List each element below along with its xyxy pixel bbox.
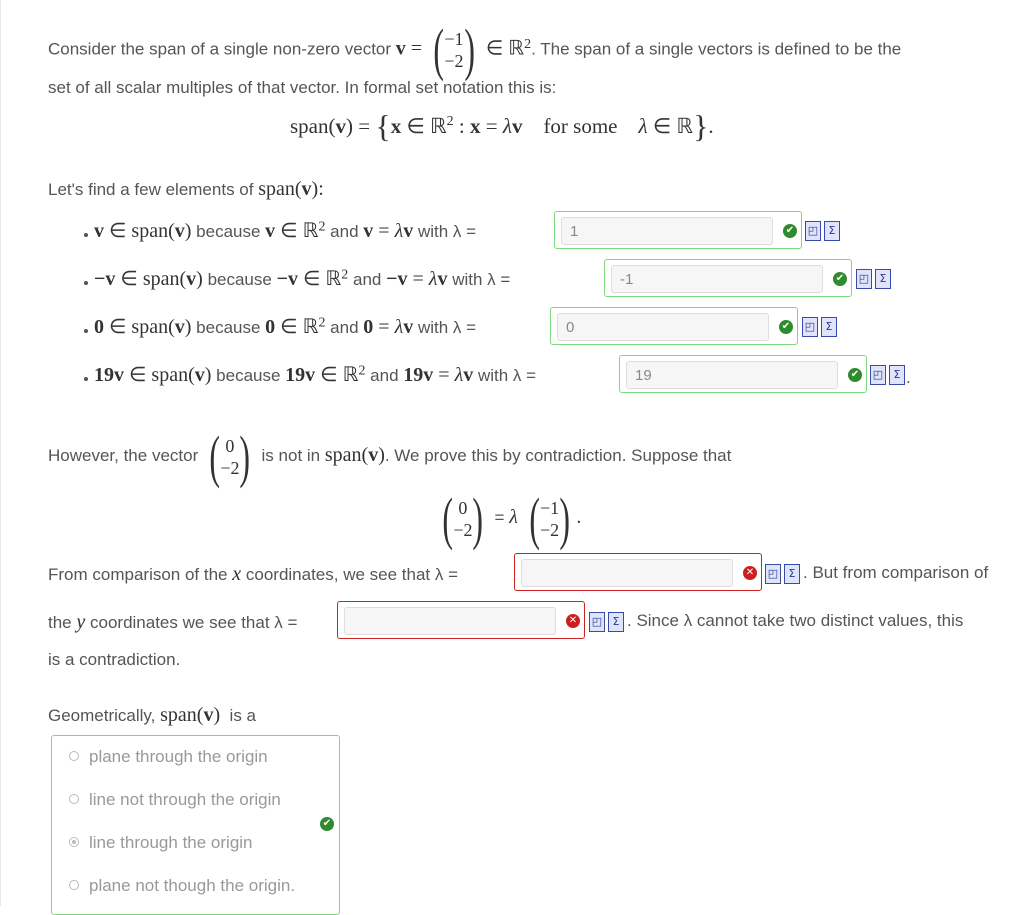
x-lambda-answer-box bbox=[514, 553, 762, 591]
bullet bbox=[84, 233, 88, 237]
check-icon: ✔ bbox=[783, 224, 797, 238]
span-definition: span(v) = {x ∈ ℝ$^2$ : x = λv for some λ ∈ ℝ}. bbox=[290, 108, 714, 144]
check-icon: ✔ bbox=[320, 817, 334, 831]
choice-line-not-through-origin[interactable]: line not through the origin bbox=[69, 790, 281, 810]
x-comparison-tail: . But from comparison of bbox=[803, 563, 989, 582]
lambda-answer-box-2 bbox=[604, 259, 852, 297]
bullet bbox=[84, 377, 88, 381]
preview-icon[interactable]: ◰ bbox=[805, 221, 821, 241]
intro-line-1: Consider the span of a single non-zero vector v = ( −1 −2 ) ∈ ℝ$^2$. The span of a single vectors is defined to be the bbox=[48, 17, 902, 83]
bullet bbox=[84, 281, 88, 285]
x-lambda-input[interactable] bbox=[521, 559, 733, 587]
formula-icon[interactable]: Σ bbox=[889, 365, 905, 385]
radio-button-selected[interactable] bbox=[69, 837, 79, 847]
y-lambda-input[interactable] bbox=[344, 607, 556, 635]
element-row-4: 19v ∈ span(v) because 19v ∈ ℝ$^2$ and 19v = λv with λ = bbox=[94, 363, 537, 386]
period: . bbox=[906, 368, 911, 387]
equation: ( 0 −2 ) = λ ( −1 −2 ) . bbox=[442, 486, 582, 552]
error-icon: ✕ bbox=[743, 566, 757, 580]
lambda-input-3[interactable] bbox=[557, 313, 769, 341]
contradiction-end: is a contradiction. bbox=[48, 650, 181, 669]
element-row-2: −v ∈ span(v) because −v ∈ ℝ$^2$ and −v = λv with λ = bbox=[94, 267, 511, 290]
element-row-3: 0 ∈ span(v) because 0 ∈ ℝ$^2$ and 0 = λv with λ = bbox=[94, 315, 477, 338]
geometry-choices bbox=[51, 735, 340, 915]
page-border bbox=[0, 0, 1, 906]
lambda-input-1[interactable] bbox=[561, 217, 773, 245]
intro-line-2: set of all scalar multiples of that vector. In formal set notation this is: bbox=[48, 78, 557, 97]
vector-v: ( −1 −2 ) bbox=[433, 17, 475, 83]
y-lambda-answer-box bbox=[337, 601, 585, 639]
preview-icon[interactable]: ◰ bbox=[765, 564, 781, 584]
radio-button[interactable] bbox=[69, 794, 79, 804]
element-row-1: v ∈ span(v) because v ∈ ℝ$^2$ and v = λv with λ = bbox=[94, 219, 477, 242]
check-icon: ✔ bbox=[848, 368, 862, 382]
lead-in: Let's find a few elements of span(v): bbox=[48, 178, 324, 200]
intro-text-a: Consider the span of a single non-zero vector bbox=[48, 39, 392, 59]
preview-icon[interactable]: ◰ bbox=[802, 317, 818, 337]
choice-plane-through-origin[interactable]: plane through the origin bbox=[69, 747, 268, 767]
x-comparison-text: From comparison of the x coordinates, we see that λ = bbox=[48, 563, 459, 585]
formula-icon[interactable]: Σ bbox=[821, 317, 837, 337]
intro-text-b: . The span of a single vectors is defined to be the bbox=[531, 39, 902, 59]
y-comparison-text: the y coordinates we see that λ = bbox=[48, 611, 298, 633]
choice-line-through-origin[interactable]: line through the origin bbox=[69, 833, 253, 853]
vector-w: ( 0 −2 ) bbox=[209, 424, 251, 490]
bullet bbox=[84, 329, 88, 333]
lambda-answer-box-1 bbox=[554, 211, 802, 249]
preview-icon[interactable]: ◰ bbox=[870, 365, 886, 385]
lambda-answer-box-3 bbox=[550, 307, 798, 345]
lambda-input-2[interactable] bbox=[611, 265, 823, 293]
choice-plane-not-through-origin[interactable]: plane not though the origin. bbox=[69, 876, 295, 896]
lambda-answer-box-4 bbox=[619, 355, 867, 393]
radio-button[interactable] bbox=[69, 751, 79, 761]
formula-icon[interactable]: Σ bbox=[824, 221, 840, 241]
formula-icon[interactable]: Σ bbox=[784, 564, 800, 584]
formula-icon[interactable]: Σ bbox=[608, 612, 624, 632]
formula-icon[interactable]: Σ bbox=[875, 269, 891, 289]
y-comparison-tail: . Since λ cannot take two distinct values, this bbox=[627, 611, 964, 630]
check-icon: ✔ bbox=[833, 272, 847, 286]
preview-icon[interactable]: ◰ bbox=[856, 269, 872, 289]
preview-icon[interactable]: ◰ bbox=[589, 612, 605, 632]
geometry-prompt: Geometrically, span(v) is a bbox=[48, 704, 257, 726]
error-icon: ✕ bbox=[566, 614, 580, 628]
check-icon: ✔ bbox=[779, 320, 793, 334]
however-line: However, the vector ( 0 −2 ) is not in span(v). We prove this by contradiction. Suppose that bbox=[48, 424, 732, 490]
radio-button[interactable] bbox=[69, 880, 79, 890]
lambda-input-4[interactable] bbox=[626, 361, 838, 389]
